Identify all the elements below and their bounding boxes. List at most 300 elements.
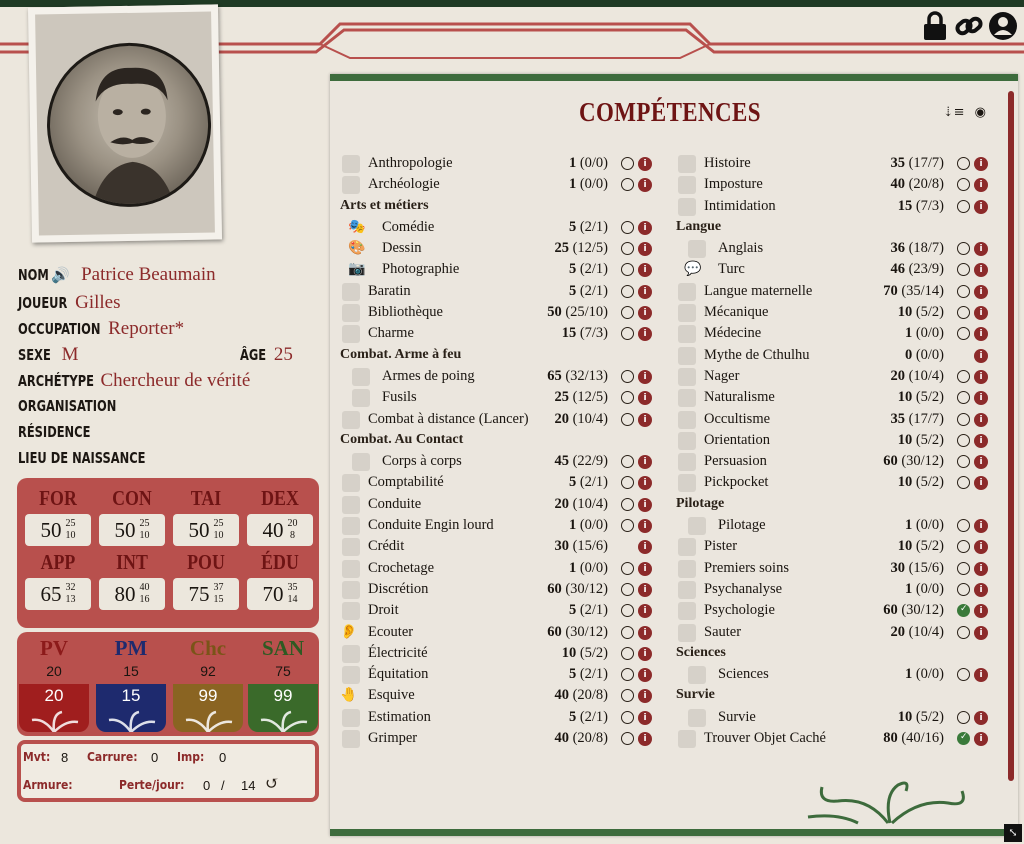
skill-checkbox[interactable] — [342, 304, 360, 322]
skill-value[interactable] — [569, 176, 608, 193]
info-icon[interactable]: i — [638, 647, 652, 661]
skill-checkbox[interactable] — [678, 325, 696, 343]
skill-checkbox[interactable] — [688, 517, 706, 535]
skill-name[interactable]: Pickpocket — [704, 474, 769, 491]
skill-value[interactable] — [569, 560, 608, 577]
skill-checkbox[interactable] — [342, 283, 360, 301]
info-icon[interactable]: i — [638, 455, 652, 469]
improvement-checkbox[interactable] — [957, 711, 970, 724]
skill-name[interactable]: Imposture — [704, 176, 763, 193]
info-icon[interactable]: i — [974, 349, 988, 363]
info-icon[interactable]: i — [974, 434, 988, 448]
skill-checkbox[interactable] — [678, 453, 696, 471]
improvement-checkbox[interactable] — [621, 689, 634, 702]
skill-value[interactable] — [554, 389, 608, 406]
improvement-checkbox[interactable] — [621, 263, 634, 276]
sanity-loss-value[interactable]: 0 — [203, 778, 211, 793]
info-icon[interactable]: i — [638, 221, 652, 235]
skill-name[interactable]: Comédie — [382, 218, 435, 235]
skill-value[interactable] — [898, 538, 944, 555]
improvement-checkbox[interactable] — [621, 285, 634, 298]
skill-name[interactable]: Discrétion — [368, 580, 429, 597]
skill-name[interactable]: Bibliothèque — [368, 304, 443, 321]
improvement-checkbox[interactable] — [957, 732, 970, 745]
skill-name[interactable]: Sciences — [718, 666, 769, 683]
info-icon[interactable]: i — [638, 583, 652, 597]
improvement-checkbox[interactable] — [621, 476, 634, 489]
skill-name[interactable]: Fusils — [382, 389, 417, 406]
skill-value[interactable] — [562, 325, 608, 342]
skill-name[interactable]: Nager — [704, 367, 740, 384]
improvement-checkbox[interactable] — [957, 540, 970, 553]
age-value[interactable]: 25 — [273, 344, 293, 365]
info-icon[interactable]: i — [974, 626, 988, 640]
skill-checkbox[interactable] — [342, 730, 360, 748]
improvement-checkbox[interactable] — [957, 306, 970, 319]
skill-value[interactable] — [883, 283, 944, 300]
skill-score: 5 — [568, 474, 577, 491]
skill-value[interactable] — [890, 368, 944, 385]
improvement-checkbox[interactable] — [957, 668, 970, 681]
derived-stat-current[interactable] — [19, 684, 89, 732]
info-icon[interactable]: i — [974, 476, 988, 490]
skill-value[interactable] — [890, 240, 944, 257]
skill-checkbox[interactable] — [688, 240, 706, 258]
info-icon[interactable]: i — [974, 668, 988, 682]
skill-checkbox[interactable] — [678, 474, 696, 492]
info-icon[interactable]: i — [638, 689, 652, 703]
speaker-icon[interactable]: 🔊 — [51, 266, 70, 284]
skill-checkbox[interactable] — [342, 709, 360, 727]
improvement-checkbox[interactable] — [957, 434, 970, 447]
skill-value[interactable] — [890, 261, 944, 278]
skill-name[interactable]: Crochetage — [368, 559, 435, 576]
skill-value[interactable] — [898, 389, 944, 406]
skill-name[interactable]: Turc — [718, 261, 745, 278]
skill-name[interactable]: Archéologie — [368, 176, 440, 193]
sex-value[interactable]: M — [61, 344, 79, 365]
skill-value[interactable] — [554, 538, 608, 555]
skill-checkbox[interactable] — [678, 155, 696, 173]
skill-name[interactable]: Grimper — [368, 730, 418, 747]
skill-value[interactable] — [562, 645, 608, 662]
skill-name[interactable]: Équitation — [368, 666, 429, 683]
characteristic-name: APP — [40, 550, 76, 574]
skill-name[interactable]: Corps à corps — [382, 453, 462, 470]
skill-checkbox[interactable] — [678, 560, 696, 578]
skill-value[interactable] — [569, 602, 608, 619]
skill-value[interactable] — [890, 411, 944, 428]
skill-half-fifth: (0/0) — [579, 176, 608, 193]
derived-stat-current[interactable] — [248, 684, 318, 732]
improvement-checkbox[interactable] — [621, 242, 634, 255]
improvement-checkbox[interactable] — [621, 647, 634, 660]
info-icon[interactable]: i — [974, 562, 988, 576]
improvement-checkbox[interactable] — [621, 370, 634, 383]
improvement-checkbox[interactable] — [957, 178, 970, 191]
resize-handle-icon[interactable]: ⤡ — [1004, 824, 1022, 842]
derived-stat-current[interactable] — [96, 684, 166, 732]
improvement-checkbox[interactable] — [621, 178, 634, 191]
characteristic-value-box[interactable] — [99, 514, 165, 546]
characteristic-value-box[interactable] — [247, 514, 313, 546]
skill-name[interactable]: Dessin — [382, 240, 422, 257]
skill-name[interactable]: Trouver Objet Caché — [704, 730, 826, 747]
characteristic-value-box[interactable] — [247, 578, 313, 610]
skill-half-fifth: (7/3) — [915, 197, 944, 214]
skill-name[interactable]: Charme — [368, 325, 414, 342]
skill-value[interactable] — [569, 219, 608, 236]
skill-value[interactable] — [883, 730, 944, 747]
improvement-checkbox[interactable] — [957, 157, 970, 170]
skill-group-name: Survie — [676, 687, 715, 703]
skill-value[interactable] — [569, 155, 608, 172]
link-icon[interactable] — [954, 10, 984, 42]
improvement-checkbox[interactable] — [621, 391, 634, 404]
improvement-checkbox[interactable] — [957, 476, 970, 489]
skill-name[interactable]: Anglais — [718, 240, 764, 257]
info-icon[interactable]: i — [638, 732, 652, 746]
improvement-checkbox[interactable] — [621, 626, 634, 639]
damage-bonus-value[interactable]: 0 — [219, 750, 227, 765]
derived-stat-max: 20 — [46, 663, 62, 679]
improvement-checkbox[interactable] — [621, 604, 634, 617]
skill-checkbox[interactable] — [688, 709, 706, 727]
info-icon[interactable]: i — [638, 668, 652, 682]
portrait-image — [46, 42, 213, 209]
info-icon[interactable]: i — [638, 604, 652, 618]
skill-value[interactable] — [547, 304, 608, 321]
skill-name[interactable]: Survie — [718, 708, 756, 725]
improvement-checkbox[interactable] — [621, 668, 634, 681]
improvement-checkbox[interactable] — [621, 498, 634, 511]
sort-icon[interactable]: ⇣≡ — [942, 105, 965, 120]
skill-name[interactable]: Pilotage — [718, 517, 766, 534]
info-icon[interactable]: i — [974, 306, 988, 320]
skill-checkbox[interactable] — [342, 325, 360, 343]
skill-name[interactable]: Droit — [368, 602, 399, 619]
reset-icon[interactable]: ↺ — [265, 774, 280, 794]
skill-value[interactable] — [554, 730, 608, 747]
skill-checkbox[interactable] — [342, 517, 360, 535]
info-icon[interactable]: i — [974, 583, 988, 597]
skill-value[interactable] — [554, 687, 608, 704]
skill-value[interactable] — [569, 517, 608, 534]
name-value[interactable]: Patrice Beaumain — [81, 264, 216, 285]
skill-checkbox[interactable] — [342, 602, 360, 620]
skill-checkbox[interactable] — [342, 155, 360, 173]
info-icon[interactable]: i — [638, 370, 652, 384]
skill-name[interactable]: Ecouter — [368, 623, 414, 640]
characteristic-half: 25 — [65, 518, 76, 529]
info-icon[interactable]: i — [638, 157, 652, 171]
skill-value[interactable] — [547, 581, 608, 598]
improvement-checkbox[interactable] — [621, 519, 634, 532]
skill-value[interactable] — [569, 283, 608, 300]
improvement-checkbox[interactable] — [957, 391, 970, 404]
skill-value[interactable] — [890, 560, 944, 577]
info-icon[interactable]: i — [974, 157, 988, 171]
skill-score: 20 — [890, 367, 905, 384]
skill-checkbox[interactable] — [678, 581, 696, 599]
info-icon[interactable]: i — [974, 391, 988, 405]
info-icon[interactable]: i — [638, 519, 652, 533]
skill-value[interactable] — [569, 709, 608, 726]
user-icon[interactable] — [988, 10, 1018, 42]
skill-name[interactable]: Anthropologie — [368, 155, 453, 171]
skill-checkbox[interactable] — [688, 666, 706, 684]
info-icon[interactable]: i — [638, 242, 652, 256]
skill-name[interactable]: Psychanalyse — [704, 580, 783, 597]
improvement-checkbox[interactable] — [957, 455, 970, 468]
skill-value[interactable] — [905, 325, 944, 342]
skill-checkbox[interactable] — [342, 496, 360, 514]
characteristic-value-box[interactable] — [99, 578, 165, 610]
skill-name[interactable]: Armes de poing — [382, 367, 475, 384]
skill-checkbox[interactable] — [342, 581, 360, 599]
lock-icon[interactable] — [920, 10, 950, 42]
skill-checkbox[interactable] — [678, 283, 696, 301]
improvement-checkbox[interactable] — [957, 583, 970, 596]
characteristic — [247, 486, 313, 546]
info-icon[interactable]: i — [974, 604, 988, 618]
skill-name[interactable]: Combat à distance (Lancer) — [368, 410, 529, 427]
character-photo[interactable] — [28, 4, 222, 242]
derived-stat-current[interactable] — [173, 684, 243, 732]
info-icon[interactable]: i — [638, 263, 652, 277]
skill-row — [670, 238, 992, 259]
info-icon[interactable]: i — [974, 242, 988, 256]
info-icon[interactable]: i — [974, 327, 988, 341]
skill-row — [670, 153, 992, 174]
characteristic-value-box[interactable] — [173, 578, 239, 610]
info-icon[interactable]: i — [638, 178, 652, 192]
info-icon[interactable]: i — [974, 413, 988, 427]
skill-half-fifth: (18/7) — [908, 240, 944, 257]
info-icon[interactable]: i — [974, 178, 988, 192]
characteristic-value-box[interactable] — [25, 514, 91, 546]
skill-name[interactable]: Pister — [704, 538, 738, 555]
skill-score: 5 — [568, 261, 577, 278]
improvement-checkbox[interactable] — [957, 242, 970, 255]
move-value[interactable]: 8 — [61, 750, 69, 765]
name-row — [18, 264, 216, 286]
skill-name[interactable]: Mythe de Cthulhu — [704, 346, 810, 363]
occupation-value[interactable]: Reporter* — [108, 318, 185, 339]
improvement-checkbox[interactable] — [957, 200, 970, 213]
info-icon[interactable]: i — [638, 391, 652, 405]
skill-checkbox[interactable] — [678, 624, 696, 642]
skill-value[interactable] — [569, 474, 608, 491]
info-icon[interactable]: i — [974, 732, 988, 746]
info-icon[interactable]: i — [638, 540, 652, 554]
improvement-checkbox[interactable] — [621, 455, 634, 468]
characteristic — [247, 550, 313, 610]
info-icon[interactable]: i — [974, 200, 988, 214]
skill-checkbox[interactable] — [342, 176, 360, 194]
skill-name[interactable]: Médecine — [704, 325, 762, 342]
characteristic-value-box[interactable] — [25, 578, 91, 610]
improvement-checkbox[interactable] — [957, 604, 970, 617]
info-icon[interactable]: i — [974, 540, 988, 554]
info-icon[interactable]: i — [974, 285, 988, 299]
skill-checkbox[interactable] — [342, 474, 360, 492]
skill-value[interactable] — [898, 304, 944, 321]
toggle-icon[interactable]: ◉ — [974, 105, 986, 120]
skill-checkbox[interactable] — [678, 602, 696, 620]
skill-name[interactable]: Sauter — [704, 623, 742, 640]
improvement-checkbox[interactable] — [621, 306, 634, 319]
skill-value[interactable] — [547, 368, 608, 385]
skill-score: 15 — [897, 197, 913, 214]
skill-checkbox[interactable] — [678, 411, 696, 429]
skill-name[interactable]: Intimidation — [704, 197, 776, 214]
skill-checkbox[interactable] — [678, 176, 696, 194]
skill-name[interactable]: Psychologie — [704, 602, 775, 619]
improvement-checkbox[interactable] — [621, 711, 634, 724]
skill-name[interactable]: Électricité — [368, 644, 428, 661]
skill-value[interactable] — [883, 602, 944, 619]
info-icon[interactable]: i — [638, 562, 652, 576]
skill-checkbox[interactable] — [342, 666, 360, 684]
skill-name[interactable]: Conduite Engin lourd — [368, 517, 494, 534]
skill-value[interactable] — [890, 176, 944, 193]
skill-name[interactable]: Baratin — [368, 282, 411, 299]
characteristic — [25, 486, 91, 546]
skill-checkbox[interactable] — [352, 453, 370, 471]
characteristic-fifth: 14 — [287, 594, 298, 605]
skill-name[interactable]: Langue maternelle — [704, 282, 813, 299]
skill-value[interactable] — [898, 432, 944, 449]
characteristic-value-box[interactable] — [173, 514, 239, 546]
info-icon[interactable]: i — [638, 498, 652, 512]
improvement-checkbox[interactable] — [621, 413, 634, 426]
info-icon[interactable]: i — [974, 370, 988, 384]
skill-checkbox[interactable] — [678, 432, 696, 450]
info-icon[interactable]: i — [974, 519, 988, 533]
improvement-checkbox[interactable] — [957, 562, 970, 575]
info-icon[interactable]: i — [638, 327, 652, 341]
skill-checkbox[interactable] — [678, 538, 696, 556]
skill-name[interactable]: Premiers soins — [704, 559, 789, 576]
info-icon[interactable]: i — [638, 711, 652, 725]
skill-row — [334, 387, 656, 408]
info-icon[interactable]: i — [974, 263, 988, 277]
skill-value[interactable] — [569, 666, 608, 683]
characteristic-half: 32 — [65, 582, 76, 593]
improvement-checkbox[interactable] — [621, 583, 634, 596]
skill-name[interactable]: Estimation — [368, 708, 431, 725]
skill-value[interactable] — [890, 155, 944, 172]
skill-checkbox[interactable] — [352, 389, 370, 407]
player-value[interactable]: Gilles — [75, 292, 121, 313]
skill-value[interactable] — [898, 474, 944, 491]
skill-name[interactable]: Histoire — [704, 155, 751, 171]
skill-name[interactable]: Conduite — [368, 495, 422, 512]
improvement-checkbox[interactable] — [621, 327, 634, 340]
skill-row — [334, 472, 656, 493]
improvement-checkbox[interactable] — [621, 157, 634, 170]
skill-value[interactable] — [569, 261, 608, 278]
skill-checkbox[interactable] — [342, 411, 360, 429]
skill-value[interactable] — [905, 581, 944, 598]
skill-value[interactable] — [905, 666, 944, 683]
info-icon[interactable]: i — [638, 626, 652, 640]
skill-checkbox[interactable] — [678, 347, 696, 365]
skill-name[interactable]: Mécanique — [704, 304, 769, 321]
info-icon[interactable]: i — [638, 413, 652, 427]
skill-checkbox[interactable] — [342, 560, 360, 578]
improvement-checkbox[interactable] — [957, 327, 970, 340]
skill-value[interactable] — [554, 496, 608, 513]
skill-checkbox[interactable] — [678, 389, 696, 407]
skill-value[interactable] — [554, 411, 608, 428]
skill-checkbox[interactable] — [678, 730, 696, 748]
archetype-value[interactable]: Chercheur de vérité — [100, 370, 251, 391]
improvement-checkbox[interactable] — [621, 732, 634, 745]
scrollbar[interactable] — [1008, 91, 1014, 781]
skill-row — [334, 451, 656, 472]
improvement-checkbox[interactable] — [957, 370, 970, 383]
skill-value[interactable] — [890, 624, 944, 641]
skill-name[interactable]: Esquive — [368, 687, 415, 704]
skill-checkbox[interactable] — [678, 368, 696, 386]
skill-value[interactable] — [547, 624, 608, 641]
info-icon[interactable]: i — [638, 285, 652, 299]
skill-name[interactable]: Orientation — [704, 431, 771, 448]
skill-name[interactable]: Photographie — [382, 261, 460, 278]
improvement-checkbox[interactable] — [957, 626, 970, 639]
skill-value[interactable] — [554, 453, 608, 470]
improvement-checkbox[interactable] — [957, 263, 970, 276]
skill-half-fifth: (15/6) — [572, 538, 608, 555]
skill-name[interactable]: Comptabilité — [368, 474, 444, 491]
info-icon[interactable]: i — [638, 306, 652, 320]
skill-checkbox[interactable] — [678, 198, 696, 216]
skill-checkbox[interactable] — [342, 645, 360, 663]
skill-value[interactable] — [905, 347, 944, 364]
improvement-checkbox[interactable] — [621, 562, 634, 575]
skills-title: COMPÉTENCES — [579, 97, 761, 127]
skill-half-fifth: (5/2) — [915, 389, 944, 406]
skill-value[interactable] — [898, 709, 944, 726]
skill-value[interactable] — [898, 198, 944, 215]
skill-value[interactable] — [554, 240, 608, 257]
improvement-checkbox[interactable] — [957, 413, 970, 426]
skill-row — [670, 558, 992, 579]
skill-name[interactable]: Naturalisme — [704, 389, 775, 406]
skill-name[interactable]: Persuasion — [704, 453, 767, 470]
skill-score: 25 — [554, 389, 569, 406]
improvement-checkbox[interactable] — [621, 221, 634, 234]
skill-checkbox[interactable] — [352, 368, 370, 386]
skill-name[interactable]: Occultisme — [704, 410, 771, 427]
skill-score: 1 — [568, 559, 577, 576]
skill-value[interactable] — [883, 453, 944, 470]
info-icon[interactable]: i — [638, 476, 652, 490]
skill-checkbox[interactable] — [678, 304, 696, 322]
skill-checkbox[interactable] — [342, 538, 360, 556]
info-icon[interactable]: i — [974, 711, 988, 725]
info-icon[interactable]: i — [974, 455, 988, 469]
improvement-checkbox[interactable] — [957, 285, 970, 298]
skill-score: 20 — [554, 495, 569, 512]
skill-half-fifth: (30/12) — [901, 453, 944, 470]
build-value[interactable]: 0 — [151, 750, 159, 765]
improvement-checkbox[interactable] — [957, 519, 970, 532]
skill-name[interactable]: Crédit — [368, 538, 405, 555]
skill-value[interactable] — [905, 517, 944, 534]
